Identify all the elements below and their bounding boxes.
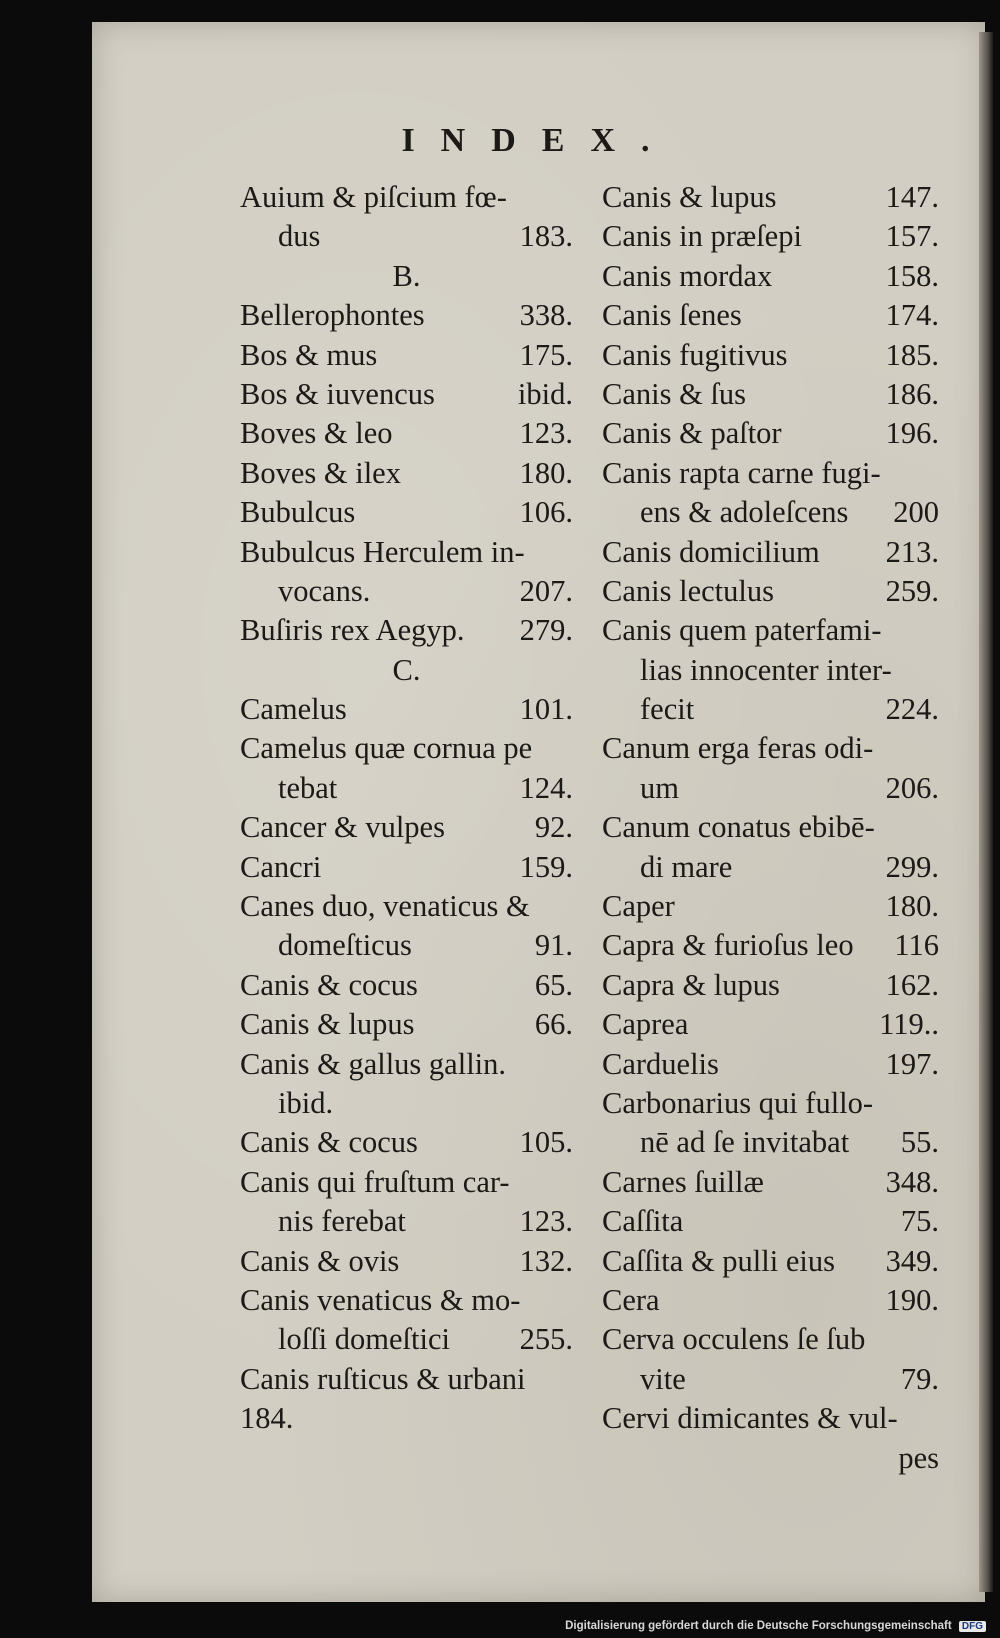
entry-text: Canis & lupus [602, 180, 777, 214]
page-number: 185. [885, 337, 939, 372]
entry-text: di mare [640, 849, 733, 884]
index-entry [602, 217, 939, 256]
entry-text: fecit [640, 692, 695, 727]
entry-text: Bubulcus Herculem in- [240, 534, 525, 569]
index-entry [602, 1281, 939, 1320]
index-entry [240, 611, 573, 650]
index-column-left [240, 178, 573, 1439]
index-entry [602, 729, 939, 768]
index-entry [240, 217, 573, 256]
index-entry [602, 926, 939, 965]
entry-text: Bos & mus [240, 337, 378, 372]
index-entry [240, 1045, 573, 1084]
page-number: 207. [519, 573, 573, 608]
entry-text: Canis ſenes [602, 298, 742, 333]
entry-text: Canis qui fruſtum car- [240, 1164, 510, 1199]
page-header: INDEX. [401, 122, 676, 159]
entry-text: Caſſita [602, 1204, 684, 1239]
page-number: 157. [885, 219, 939, 254]
page-number: 197. [885, 1046, 939, 1081]
index-entry [240, 1202, 573, 1241]
page-number: 224. [885, 692, 939, 727]
page-number: 338. [519, 298, 573, 333]
page-number: 55. [900, 1125, 939, 1160]
index-entry [240, 651, 573, 690]
index-entry [240, 848, 573, 887]
entry-text: Canis domicilium [602, 534, 820, 569]
entry-text: Canis & ſus [602, 376, 747, 411]
entry-text: dus [278, 219, 321, 254]
index-entry [602, 690, 939, 729]
page-number: 123. [519, 1204, 573, 1239]
page-number: 66. [534, 1007, 573, 1042]
page-number: 119.. [879, 1007, 939, 1042]
entry-text: ibid. [278, 1085, 334, 1120]
index-entry [240, 926, 573, 965]
page-number: 158. [885, 258, 939, 293]
page-number: 186. [885, 376, 939, 411]
entry-text: Canis & gallus gallin. [240, 1046, 507, 1081]
entry-text: loſſi domeſtici [278, 1322, 450, 1357]
index-entry [240, 257, 573, 296]
index-entry [602, 848, 939, 887]
page-number: 132. [519, 1243, 573, 1278]
index-entry [240, 808, 573, 847]
page-number: 162. [885, 967, 939, 1002]
index-entry [602, 178, 939, 217]
index-entry [602, 375, 939, 414]
page-number: 180. [885, 889, 939, 924]
page-number: 147. [885, 180, 939, 214]
page-number: 175. [519, 337, 573, 372]
index-entry [240, 1084, 573, 1123]
page-number: 348. [885, 1164, 939, 1199]
page-number: 183. [519, 219, 573, 254]
entry-text: Boves & leo [240, 416, 393, 451]
entry-text: tebat [278, 770, 338, 805]
entry-text: Canis quem paterfami- [602, 613, 882, 648]
entry-text: C. [392, 652, 421, 687]
index-entry [602, 1163, 939, 1202]
entry-text: Canum erga feras odi- [602, 731, 874, 766]
entry-text: Capra & furioſus leo [602, 928, 854, 963]
entry-text: Canis lectulus [602, 573, 774, 608]
page-number: 190. [885, 1282, 939, 1317]
index-entry [240, 1320, 573, 1359]
index-entry [602, 257, 939, 296]
entry-text: Canis & cocus [240, 967, 418, 1002]
page-number: 116 [894, 928, 939, 963]
index-entry [240, 769, 573, 808]
entry-text: Canis rapta carne fugi- [602, 455, 881, 490]
index-entry [602, 1439, 939, 1478]
entry-text: Boves & ilex [240, 455, 401, 490]
index-entry [240, 966, 573, 1005]
index-column-right [602, 178, 939, 1478]
entry-text: Canum conatus ebibē- [602, 810, 875, 845]
entry-text: Canis venaticus & mo- [240, 1282, 521, 1317]
index-entry [602, 454, 939, 493]
index-entry [602, 1399, 939, 1438]
entry-text: Camelus quæ cornua pe [240, 731, 533, 766]
credit-text: Digitalisierung gefördert durch die Deutsche Forschungsgemeinschaft [565, 1620, 952, 1632]
entry-text: Carduelis [602, 1046, 719, 1081]
entry-text: Canis mordax [602, 258, 773, 293]
index-entry [240, 1399, 573, 1438]
dfg-logo: DFG [959, 1621, 986, 1632]
page-number: 206. [885, 770, 939, 805]
entry-text: Buſiris rex Aegyp. [240, 613, 465, 648]
page-number: 75. [900, 1204, 939, 1239]
entry-text: Canis & ovis [240, 1243, 400, 1278]
index-entry [602, 572, 939, 611]
index-entry [602, 336, 939, 375]
entry-text: Caper [602, 889, 675, 924]
index-entry [240, 1281, 573, 1320]
index-entry [240, 454, 573, 493]
page-number: 92. [534, 810, 573, 845]
entry-text: Caſſita & pulli eius [602, 1243, 835, 1278]
entry-text: Bubulcus [240, 495, 356, 530]
index-entry [240, 375, 573, 414]
entry-text: Cerva occulens ſe ſub [602, 1322, 866, 1357]
index-entry [240, 729, 573, 768]
index-entry [602, 533, 939, 572]
index-entry [602, 1360, 939, 1399]
entry-text: Carbonarius qui fullo- [602, 1085, 874, 1120]
entry-text: Bellerophontes [240, 298, 425, 333]
index-entry [240, 1005, 573, 1044]
index-entry [602, 414, 939, 453]
entry-text: Canis & lupus [240, 1007, 415, 1042]
index-entry [240, 1123, 573, 1162]
index-entry [602, 651, 939, 690]
page-number: 349. [885, 1243, 939, 1278]
page-number: 101. [519, 692, 573, 727]
index-entry [240, 336, 573, 375]
entry-text: lias innocenter inter- [640, 652, 892, 687]
entry-text: Cancer & vulpes [240, 810, 445, 845]
entry-text: Cervi dimicantes & vul- [602, 1401, 898, 1436]
entry-text: Canis in præſepi [602, 219, 802, 254]
page-number: 200 [893, 495, 939, 530]
entry-text: Bos & iuvencus [240, 376, 435, 411]
entry-text: Carnes ſuillæ [602, 1164, 764, 1199]
index-entry [240, 690, 573, 729]
entry-text: Canis & cocus [240, 1125, 418, 1160]
page-edge [979, 32, 993, 1592]
page-number: 279. [519, 613, 573, 648]
index-entry [240, 533, 573, 572]
page-number: 213. [885, 534, 939, 569]
entry-text: ens & adoleſcens [640, 495, 849, 530]
entry-text: Cera [602, 1282, 660, 1317]
index-entry [602, 1320, 939, 1359]
entry-text: vocans. [278, 573, 371, 608]
index-entry [602, 1045, 939, 1084]
page-number: 123. [519, 416, 573, 451]
page-number: 255. [519, 1322, 573, 1357]
entry-text: B. [392, 258, 421, 293]
index-entry [602, 966, 939, 1005]
index-entry [240, 414, 573, 453]
page-number: 124. [519, 770, 573, 805]
index-entry [602, 611, 939, 650]
page-number: 106. [519, 495, 573, 530]
entry-text: vite [640, 1361, 686, 1396]
entry-text: 184. [240, 1401, 294, 1436]
index-entry [240, 1242, 573, 1281]
page-number: 91. [534, 928, 573, 963]
index-entry [240, 887, 573, 926]
index-entry [602, 887, 939, 926]
index-entry [602, 808, 939, 847]
entry-text: nē ad ſe invitabat [640, 1125, 850, 1160]
entry-text: Canis & paſtor [602, 416, 782, 451]
entry-text: Auium & piſcium fœ- [240, 180, 507, 214]
index-entry [602, 1242, 939, 1281]
entry-text: Cancri [240, 849, 322, 884]
index-entry [602, 493, 939, 532]
index-entry [240, 1360, 573, 1399]
index-entry [602, 296, 939, 335]
entry-text: pes [898, 1440, 939, 1475]
page-number: 259. [885, 573, 939, 608]
page-number: 105. [519, 1125, 573, 1160]
index-entry [240, 572, 573, 611]
page-number: 159. [519, 849, 573, 884]
entry-text: Capra & lupus [602, 967, 780, 1002]
index-entry [602, 1005, 939, 1044]
index-entry [240, 178, 573, 217]
entry-text: nis ferebat [278, 1204, 406, 1239]
page-number: ibid. [517, 376, 573, 411]
index-entry [240, 296, 573, 335]
entry-text: Camelus [240, 692, 347, 727]
index-entry [602, 1123, 939, 1162]
entry-text: Canis ruſticus & urbani [240, 1361, 526, 1396]
page-number: 79. [900, 1361, 939, 1396]
entry-text: Canes duo, venaticus & [240, 889, 530, 924]
index-entry [602, 1202, 939, 1241]
index-entry [240, 1163, 573, 1202]
digitization-credit [565, 1620, 986, 1632]
page-number: 299. [885, 849, 939, 884]
page-number: 196. [885, 416, 939, 451]
page-number: 180. [519, 455, 573, 490]
entry-text: domeſticus [278, 928, 412, 963]
entry-text: Canis fugitivus [602, 337, 788, 372]
index-entry [240, 493, 573, 532]
index-entry [602, 1084, 939, 1123]
book-page [92, 22, 985, 1602]
index-entry [602, 769, 939, 808]
page-number: 65. [534, 967, 573, 1002]
page-number: 174. [885, 298, 939, 333]
entry-text: Caprea [602, 1007, 689, 1042]
entry-text: um [640, 770, 679, 805]
